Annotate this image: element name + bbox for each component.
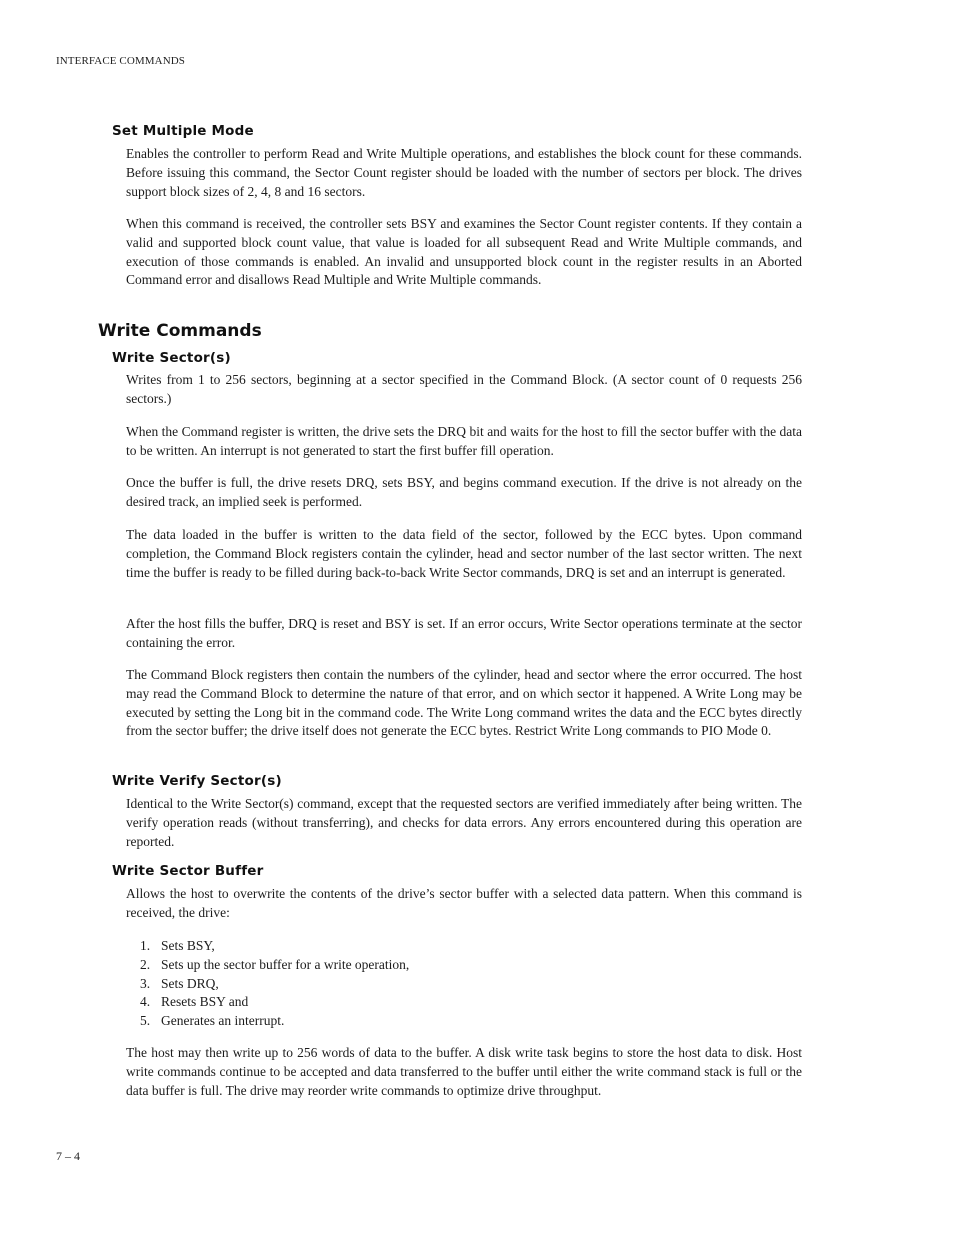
list-number: 1. <box>140 938 151 953</box>
list-text: Generates an interrupt. <box>161 1013 285 1029</box>
list-number: 5. <box>140 1013 151 1029</box>
heading-write-sector-buffer: Write Sector Buffer <box>112 863 264 879</box>
list-text: Sets up the sector buffer for a write operation, <box>161 956 410 972</box>
paragraph: Allows the host to overwrite the contents of the drive’s sector buffer with a selected data pattern. When this command is received, the drive: <box>126 886 802 920</box>
list-item <box>126 1012 802 1031</box>
paragraph: Writes from 1 to 256 sectors, beginning at a sector specified in the Command Block. (A sector count of 0 requests 256 sectors.) <box>126 372 802 406</box>
heading-write-sectors: Write Sector(s) <box>112 350 231 366</box>
heading-write-commands: Write Commands <box>98 321 262 341</box>
paragraph: When this command is received, the controller sets BSY and examines the Sector Count register contents. If they contain a valid and supported block count value, that value is loaded for all subsequent Read and Write Multiple commands, and execution of those commands is enabled. An invalid and unsupported block count in the register results in an Aborted Command error and disallows Read Multiple and Write Multiple commands. <box>126 216 802 288</box>
list-item <box>126 956 802 975</box>
paragraph: Identical to the Write Sector(s) command, except that the requested sectors are verified immediately after being written. The verify operation reads (without transferring), and checks for data errors. Any errors encountered during this operation are reported. <box>126 796 802 849</box>
paragraph: Enables the controller to perform Read and Write Multiple operations, and establishes the block count for these commands. Before issuing this command, the Sector Count register should be loaded with the number of sectors per block. The drives support block sizes of 2, 4, 8 and 16 sectors. <box>126 146 802 199</box>
paragraph: Once the buffer is full, the drive resets DRQ, sets BSY, and begins command execution. If the drive is not already on the desired track, an implied seek is performed. <box>126 475 802 509</box>
running-head: INTERFACE COMMANDS <box>56 55 186 67</box>
heading-write-verify-sectors: Write Verify Sector(s) <box>112 773 282 789</box>
list-item <box>126 937 802 956</box>
list-number: 4. <box>140 994 151 1010</box>
paragraph: After the host fills the buffer, DRQ is reset and BSY is set. If an error occurs, Write Sector operations terminate at the sector containing the error. <box>126 616 802 650</box>
list-number: 2. <box>140 956 151 972</box>
list-item <box>126 993 802 1012</box>
paragraph: The data loaded in the buffer is written to the data field of the sector, followed by the ECC bytes. Upon command completion, the Command Block registers contain the cylinder, head and sector number of the last sector written. The next time the buffer is ready to be filled during back-to-back Write Sector commands, DRQ is set and an interrupt is generated. <box>126 527 802 580</box>
list-number: 3. <box>140 975 151 991</box>
numbered-list <box>126 937 802 1031</box>
heading-set-multiple-mode: Set Multiple Mode <box>112 123 254 139</box>
paragraph: The host may then write up to 256 words of data to the buffer. A disk write task begins to store the host data to disk. Host write commands continue to be accepted and data transferred to the buffer until either the write command stack is full or the data buffer is full. The drive may reorder write commands to optimize drive throughput. <box>126 1045 802 1098</box>
list-text: Sets DRQ, <box>161 975 219 991</box>
list-text: Sets BSY, <box>161 938 215 953</box>
paragraph: The Command Block registers then contain the numbers of the cylinder, head and sector where the error occurred. The host may read the Command Block to determine the nature of that error, and on which sector it happened. A Write Long may be executed by setting the Long bit in the command code. The Write Long command writes the data and the ECC bytes directly from the sector buffer; the drive itself does not generate the ECC bytes. Restrict Write Long commands to PIO Mode 0. <box>126 667 802 739</box>
page-number: 7 – 4 <box>56 1149 80 1163</box>
list-item <box>126 975 802 994</box>
paragraph: When the Command register is written, the drive sets the DRQ bit and waits for the host to fill the sector buffer with the data to be written. An interrupt is not generated to start the first buffer fill operation. <box>126 424 802 458</box>
list-text: Resets BSY and <box>161 994 249 1010</box>
